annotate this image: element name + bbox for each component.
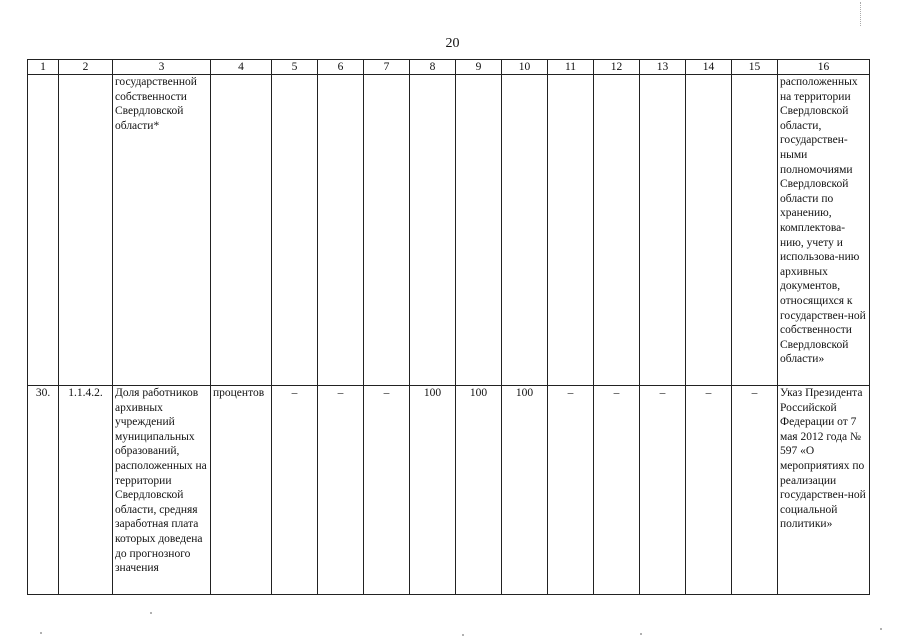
value-cell: – bbox=[594, 386, 640, 595]
table-cell bbox=[686, 75, 732, 386]
unit-cell: процентов bbox=[211, 386, 272, 595]
scan-speck bbox=[150, 612, 152, 614]
column-header: 15 bbox=[732, 60, 778, 75]
table-cell bbox=[502, 75, 548, 386]
table-cell bbox=[548, 75, 594, 386]
indicator-cell: государственной собственности Свердловской области* bbox=[113, 75, 211, 386]
scan-artifact bbox=[860, 2, 865, 26]
value-cell: – bbox=[548, 386, 594, 595]
column-header: 7 bbox=[364, 60, 410, 75]
column-header: 12 bbox=[594, 60, 640, 75]
source-cell: расположенных на территории Свердловской области, государствен-ными полномочиями Свердловской области по хранению, комплектова-нию, учету и использова-нию архивных документов, относящихся к государствен-ной собственности Свердловской области» bbox=[778, 75, 870, 386]
table-cell bbox=[732, 75, 778, 386]
value-cell: – bbox=[364, 386, 410, 595]
value-cell: – bbox=[686, 386, 732, 595]
value-cell: – bbox=[640, 386, 686, 595]
value-cell: – bbox=[272, 386, 318, 595]
scan-speck bbox=[40, 632, 42, 634]
column-header: 2 bbox=[59, 60, 113, 75]
table-cell bbox=[410, 75, 456, 386]
scan-speck bbox=[880, 628, 882, 630]
data-table bbox=[27, 59, 870, 595]
row-number: 30. bbox=[28, 386, 59, 595]
value-cell: 100 bbox=[456, 386, 502, 595]
scan-speck bbox=[462, 634, 464, 636]
row-code: 1.1.4.2. bbox=[59, 386, 113, 595]
table-cell bbox=[364, 75, 410, 386]
column-header: 9 bbox=[456, 60, 502, 75]
table-cell bbox=[456, 75, 502, 386]
indicator-cell: Доля работников архивных учреждений муниципальных образований, расположенных на территории Свердловской области, средняя заработная плата которых доведена до прогнозного значения bbox=[113, 386, 211, 595]
column-header: 13 bbox=[640, 60, 686, 75]
source-cell: Указ Президента Российской Федерации от 7 мая 2012 года № 597 «О мероприятиях по реализации государствен-ной социальной политики» bbox=[778, 386, 870, 595]
table-cell bbox=[594, 75, 640, 386]
scan-speck bbox=[640, 633, 642, 635]
column-header: 6 bbox=[318, 60, 364, 75]
column-header: 10 bbox=[502, 60, 548, 75]
column-header: 3 bbox=[113, 60, 211, 75]
table-cell bbox=[318, 75, 364, 386]
table-cell bbox=[272, 75, 318, 386]
value-cell: 100 bbox=[410, 386, 456, 595]
column-number-row bbox=[28, 60, 870, 75]
table-cell bbox=[59, 75, 113, 386]
table-row-continuation bbox=[28, 75, 870, 386]
column-header: 1 bbox=[28, 60, 59, 75]
value-cell: 100 bbox=[502, 386, 548, 595]
table-cell bbox=[640, 75, 686, 386]
column-header: 16 bbox=[778, 60, 870, 75]
column-header: 5 bbox=[272, 60, 318, 75]
page-number: 20 bbox=[445, 36, 460, 51]
value-cell: – bbox=[732, 386, 778, 595]
value-cell: – bbox=[318, 386, 364, 595]
column-header: 4 bbox=[211, 60, 272, 75]
column-header: 14 bbox=[686, 60, 732, 75]
column-header: 11 bbox=[548, 60, 594, 75]
table-cell bbox=[211, 75, 272, 386]
table-row-30 bbox=[28, 386, 870, 595]
table-cell bbox=[28, 75, 59, 386]
column-header: 8 bbox=[410, 60, 456, 75]
